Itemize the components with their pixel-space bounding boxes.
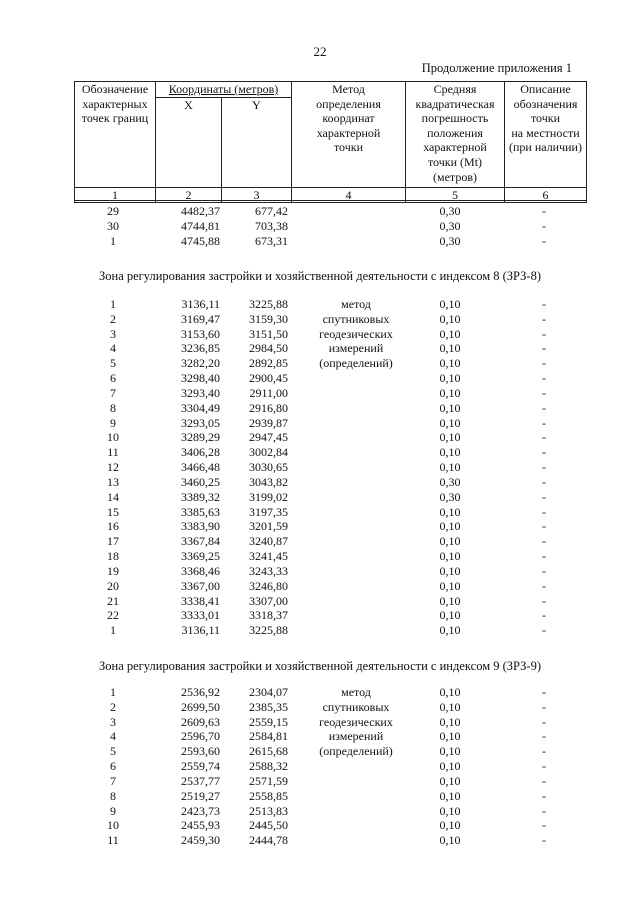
description-value: - (542, 385, 546, 400)
x-coordinate: 2559,74 (181, 759, 220, 774)
mean-error-value: 0,10 (439, 788, 461, 803)
y-coordinate: 3243,33 (249, 563, 288, 578)
mean-error-value: 0,10 (439, 714, 461, 729)
description-value: - (542, 578, 546, 593)
point-label: 16 (107, 519, 119, 534)
y-coordinate: 2939,87 (249, 415, 288, 430)
x-coordinate: 4745,88 (181, 233, 220, 248)
description-value: - (542, 759, 546, 774)
table-row (0, 356, 640, 371)
header-description: Описание обозначения точки на местности (при наличии) (505, 82, 587, 188)
x-coordinate: 3293,40 (181, 385, 220, 400)
description-value: - (542, 474, 546, 489)
table-row (0, 744, 640, 759)
table-row (0, 623, 640, 638)
y-coordinate: 2900,45 (249, 371, 288, 386)
table-row (0, 341, 640, 356)
table-row (0, 401, 640, 416)
point-label: 17 (107, 534, 119, 549)
header-y: Y (222, 98, 292, 188)
table-row (0, 579, 640, 594)
mean-error-value: 0,10 (439, 773, 461, 788)
header-number-row: 1 2 3 4 5 6 (75, 188, 587, 203)
description-value: - (542, 773, 546, 788)
x-coordinate: 2519,27 (181, 788, 220, 803)
header-point-designation: Обозначение характерных точек границ (75, 82, 156, 188)
table-row (0, 297, 640, 312)
table-row (0, 729, 640, 744)
description-value: - (542, 593, 546, 608)
description-value: - (542, 311, 546, 326)
y-coordinate: 2911,00 (249, 385, 288, 400)
table-row (0, 549, 640, 564)
point-label: 18 (107, 549, 119, 564)
y-coordinate: 3225,88 (249, 297, 288, 311)
y-coordinate: 3043,82 (249, 474, 288, 489)
x-coordinate: 3367,84 (181, 534, 220, 549)
x-coordinate: 3367,00 (181, 578, 220, 593)
method-text: спутниковых (322, 699, 390, 714)
mean-error-value: 0,10 (439, 326, 461, 341)
point-label: 9 (110, 803, 116, 818)
mean-error-value: 0,10 (439, 623, 461, 638)
x-coordinate: 2536,92 (181, 685, 220, 699)
mean-error-value: 0,10 (439, 400, 461, 415)
y-coordinate: 2444,78 (249, 833, 288, 848)
header-coordinates: Координаты (метров) (156, 82, 292, 98)
point-label: 1 (110, 233, 116, 248)
x-coordinate: 3383,90 (181, 519, 220, 534)
point-label: 2 (110, 311, 116, 326)
point-label: 19 (107, 563, 119, 578)
mean-error-value: 0,10 (439, 415, 461, 430)
y-coordinate: 2588,32 (249, 759, 288, 774)
x-coordinate: 3136,11 (181, 297, 220, 311)
method-text: спутниковых (322, 311, 390, 326)
mean-error-value: 0,10 (439, 385, 461, 400)
point-label: 30 (107, 218, 119, 233)
description-value: - (542, 489, 546, 504)
mean-error-value: 0,10 (439, 744, 461, 759)
x-coordinate: 2699,50 (181, 699, 220, 714)
y-coordinate: 2584,81 (249, 729, 288, 744)
y-coordinate: 2916,80 (249, 400, 288, 415)
point-label: 3 (110, 714, 116, 729)
mean-error-value: 0,10 (439, 803, 461, 818)
y-coordinate: 673,31 (255, 233, 288, 248)
description-value: - (542, 519, 546, 534)
table-row (0, 818, 640, 833)
mean-error-value: 0,10 (439, 311, 461, 326)
table-row (0, 774, 640, 789)
description-value: - (542, 803, 546, 818)
table-row (0, 804, 640, 819)
x-coordinate: 2455,93 (181, 818, 220, 833)
y-coordinate: 3241,45 (249, 549, 288, 564)
point-label: 5 (110, 356, 116, 371)
y-coordinate: 2445,50 (249, 818, 288, 833)
point-label: 1 (110, 297, 116, 311)
y-coordinate: 2513,83 (249, 803, 288, 818)
point-label: 11 (107, 445, 119, 460)
zone-title: Зона регулирования застройки и хозяйственной деятельности с индексом 8 (ЗРЗ-8) (99, 269, 541, 283)
mean-error-value: 0,10 (439, 593, 461, 608)
point-label: 2 (110, 699, 116, 714)
x-coordinate: 3289,29 (181, 430, 220, 445)
x-coordinate: 3282,20 (181, 356, 220, 371)
point-label: 13 (107, 474, 119, 489)
x-coordinate: 3466,48 (181, 460, 220, 475)
point-label: 4 (110, 729, 116, 744)
description-value: - (542, 563, 546, 578)
method-text: (определений) (319, 744, 393, 759)
mean-error-value: 0,30 (439, 233, 461, 248)
x-coordinate: 4482,37 (181, 204, 220, 218)
y-coordinate: 3201,59 (249, 519, 288, 534)
table-header (74, 81, 587, 203)
point-label: 22 (107, 608, 119, 623)
mean-error-value: 0,10 (439, 341, 461, 356)
table-row (0, 475, 640, 490)
description-value: - (542, 608, 546, 623)
description-value: - (542, 371, 546, 386)
x-coordinate: 3304,49 (181, 400, 220, 415)
table-row (0, 685, 640, 700)
x-coordinate: 3169,47 (181, 311, 220, 326)
continuation-note: Продолжение приложения 1 (421, 61, 572, 75)
table-row (0, 219, 640, 234)
point-label: 10 (107, 818, 119, 833)
y-coordinate: 2558,85 (249, 788, 288, 803)
x-coordinate: 3236,85 (181, 341, 220, 356)
table-row (0, 234, 640, 249)
mean-error-value: 0,10 (439, 445, 461, 460)
point-label: 7 (110, 773, 116, 788)
mean-error-value: 0,30 (439, 474, 461, 489)
header-bottom-rule (74, 200, 587, 201)
mean-error-value: 0,10 (439, 563, 461, 578)
y-coordinate: 3225,88 (249, 623, 288, 638)
x-coordinate: 4744,81 (181, 218, 220, 233)
y-coordinate: 2947,45 (249, 430, 288, 445)
x-coordinate: 2423,73 (181, 803, 220, 818)
point-label: 10 (107, 430, 119, 445)
mean-error-value: 0,10 (439, 549, 461, 564)
method-text: измерений (328, 729, 384, 744)
description-value: - (542, 341, 546, 356)
description-value: - (542, 714, 546, 729)
point-label: 11 (107, 833, 119, 848)
table-row (0, 371, 640, 386)
description-value: - (542, 744, 546, 759)
y-coordinate: 3318,37 (249, 608, 288, 623)
mean-error-value: 0,10 (439, 608, 461, 623)
table-row (0, 460, 640, 475)
table-row (0, 490, 640, 505)
table-row (0, 386, 640, 401)
x-coordinate: 2537,77 (181, 773, 220, 788)
point-label: 4 (110, 341, 116, 356)
y-coordinate: 3151,50 (249, 326, 288, 341)
point-label: 1 (110, 623, 116, 638)
header-x: X (156, 98, 222, 188)
mean-error-value: 0,30 (439, 489, 461, 504)
y-coordinate: 2892,85 (249, 356, 288, 371)
mean-error-value: 0,10 (439, 729, 461, 744)
description-value: - (542, 788, 546, 803)
method-text: метод (341, 297, 371, 311)
description-value: - (542, 549, 546, 564)
description-value: - (542, 233, 546, 248)
point-label: 21 (107, 593, 119, 608)
table-row (0, 204, 640, 219)
y-coordinate: 3240,87 (249, 534, 288, 549)
mean-error-value: 0,10 (439, 519, 461, 534)
point-label: 8 (110, 788, 116, 803)
table-row (0, 505, 640, 520)
mean-error-value: 0,10 (439, 833, 461, 848)
table-row (0, 416, 640, 431)
table-row (0, 700, 640, 715)
x-coordinate: 3389,32 (181, 489, 220, 504)
description-value: - (542, 400, 546, 415)
point-label: 6 (110, 371, 116, 386)
table-row (0, 833, 640, 848)
description-value: - (542, 326, 546, 341)
point-label: 12 (107, 460, 119, 475)
table-row (0, 594, 640, 609)
table-row (0, 430, 640, 445)
table-row (0, 327, 640, 342)
mean-error-value: 0,30 (439, 218, 461, 233)
point-label: 29 (107, 204, 119, 218)
point-label: 8 (110, 400, 116, 415)
y-coordinate: 2304,07 (249, 685, 288, 699)
zone-title: Зона регулирования застройки и хозяйственной деятельности с индексом 9 (ЗРЗ-9) (99, 659, 541, 673)
point-label: 1 (110, 685, 116, 699)
point-label: 5 (110, 744, 116, 759)
point-label: 3 (110, 326, 116, 341)
x-coordinate: 2609,63 (181, 714, 220, 729)
description-value: - (542, 356, 546, 371)
y-coordinate: 2571,59 (249, 773, 288, 788)
table-row (0, 312, 640, 327)
description-value: - (542, 729, 546, 744)
table-row (0, 534, 640, 549)
method-text: измерений (328, 341, 384, 356)
point-label: 6 (110, 759, 116, 774)
x-coordinate: 3338,41 (181, 593, 220, 608)
y-coordinate: 2984,50 (249, 341, 288, 356)
table-row (0, 608, 640, 623)
description-value: - (542, 218, 546, 233)
y-coordinate: 3030,65 (249, 460, 288, 475)
description-value: - (542, 699, 546, 714)
mean-error-value: 0,10 (439, 504, 461, 519)
x-coordinate: 3153,60 (181, 326, 220, 341)
description-value: - (542, 297, 546, 311)
y-coordinate: 3002,84 (249, 445, 288, 460)
y-coordinate: 2559,15 (249, 714, 288, 729)
description-value: - (542, 204, 546, 218)
x-coordinate: 2593,60 (181, 744, 220, 759)
x-coordinate: 3406,28 (181, 445, 220, 460)
mean-error-value: 0,10 (439, 356, 461, 371)
point-label: 7 (110, 385, 116, 400)
x-coordinate: 3136,11 (181, 623, 220, 638)
x-coordinate: 3368,46 (181, 563, 220, 578)
y-coordinate: 2615,68 (249, 744, 288, 759)
point-label: 20 (107, 578, 119, 593)
x-coordinate: 3293,05 (181, 415, 220, 430)
method-text: геодезических (319, 326, 393, 341)
mean-error-value: 0,10 (439, 297, 461, 311)
x-coordinate: 3460,25 (181, 474, 220, 489)
method-text: (определений) (319, 356, 393, 371)
mean-error-value: 0,10 (439, 759, 461, 774)
point-label: 14 (107, 489, 119, 504)
x-coordinate: 3385,63 (181, 504, 220, 519)
y-coordinate: 3159,30 (249, 311, 288, 326)
mean-error-value: 0,10 (439, 699, 461, 714)
mean-error-value: 0,10 (439, 685, 461, 699)
header-method: Метод определения координат характерной точки (292, 82, 406, 188)
description-value: - (542, 445, 546, 460)
x-coordinate: 3298,40 (181, 371, 220, 386)
description-value: - (542, 833, 546, 848)
y-coordinate: 3246,80 (249, 578, 288, 593)
y-coordinate: 3199,02 (249, 489, 288, 504)
y-coordinate: 3197,35 (249, 504, 288, 519)
table-row (0, 519, 640, 534)
table-row (0, 759, 640, 774)
y-coordinate: 3307,00 (249, 593, 288, 608)
mean-error-value: 0,10 (439, 460, 461, 475)
x-coordinate: 2596,70 (181, 729, 220, 744)
point-label: 9 (110, 415, 116, 430)
mean-error-value: 0,10 (439, 430, 461, 445)
x-coordinate: 2459,30 (181, 833, 220, 848)
description-value: - (542, 685, 546, 699)
y-coordinate: 2385,35 (249, 699, 288, 714)
description-value: - (542, 504, 546, 519)
point-label: 15 (107, 504, 119, 519)
mean-error-value: 0,10 (439, 818, 461, 833)
mean-error-value: 0,10 (439, 578, 461, 593)
method-text: геодезических (319, 714, 393, 729)
x-coordinate: 3369,25 (181, 549, 220, 564)
y-coordinate: 677,42 (255, 204, 288, 218)
header-mean-error: Средняя квадратическая погрешность положения характерной точки (Mt) (метров) (406, 82, 505, 188)
x-coordinate: 3333,01 (181, 608, 220, 623)
y-coordinate: 703,38 (255, 218, 288, 233)
mean-error-value: 0,30 (439, 204, 461, 218)
mean-error-value: 0,10 (439, 534, 461, 549)
description-value: - (542, 534, 546, 549)
description-value: - (542, 430, 546, 445)
page-number: 22 (313, 44, 327, 59)
description-value: - (542, 623, 546, 638)
mean-error-value: 0,10 (439, 371, 461, 386)
table-row (0, 564, 640, 579)
table-row (0, 789, 640, 804)
description-value: - (542, 818, 546, 833)
table-row (0, 715, 640, 730)
method-text: метод (341, 685, 371, 699)
description-value: - (542, 415, 546, 430)
description-value: - (542, 460, 546, 475)
table-row (0, 445, 640, 460)
